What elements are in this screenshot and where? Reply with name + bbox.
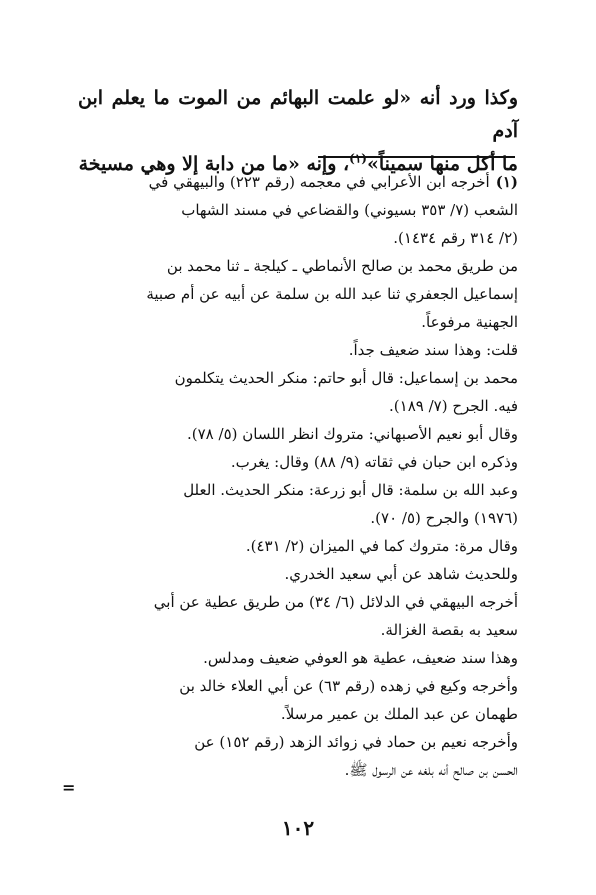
main-body-text bbox=[78, 82, 518, 181]
body-line-part: ، وإنه «ما من دابة إلا وهي مسيخة bbox=[78, 153, 350, 175]
footnote-line: الجهنية مرفوعاً. bbox=[421, 313, 518, 331]
footnote-line: وللحديث شاهد عن أبي سعيد الخدري. bbox=[284, 565, 518, 583]
footnote-line: أخرجه البيهقي في الدلائل (٦/ ٣٤) من طريق عطية عن أبي bbox=[153, 593, 518, 611]
continuation-mark: = bbox=[62, 778, 76, 797]
footnote-line: الشعب (٧/ ٣٥٣ بسيوني) والقضاعي في مسند الشهاب bbox=[181, 201, 518, 219]
footnotes-section bbox=[78, 170, 518, 786]
footnote-line: فيه. الجرح (٧/ ١٨٩). bbox=[389, 397, 518, 415]
footnote-line: إسماعيل الجعفري ثنا عبد الله بن سلمة عن أبيه عن أم صبية bbox=[146, 285, 518, 303]
body-line: وكذا ورد أنه «لو علمت البهائم من الموت ما يعلم ابن آدم bbox=[78, 87, 518, 142]
footnote-line: محمد بن إسماعيل: قال أبو حاتم: منكر الحديث يتكلمون bbox=[174, 369, 518, 387]
footnote-divider bbox=[318, 156, 515, 158]
footnote-line: وذكره ابن حبان في ثقاته (٩/ ٨٨) وقال: يغرب. bbox=[230, 453, 518, 471]
footnote-line: (٢/ ٣١٤ رقم ١٤٣٤). bbox=[393, 229, 518, 247]
footnote-line: وعبد الله بن سلمة: قال أبو زرعة: منكر الحديث. العلل bbox=[183, 481, 518, 499]
footnote-line: الحسن بن صالح أنه بلغه عن الرسول ﷺ. bbox=[344, 761, 518, 779]
footnote-text: أخرجه ابن الأعرابي في معجمه (رقم ٢٢٣) والبيهقي في bbox=[148, 173, 490, 191]
footnote-line: وأخرجه نعيم بن حماد في زوائد الزهد (رقم ١٥٢) عن bbox=[194, 733, 518, 751]
footnote-reference[interactable]: (١) bbox=[349, 151, 367, 166]
footnote-line: وأخرجه وكيع في زهده (رقم ٦٣) عن أبي العلاء خالد بن bbox=[179, 677, 518, 695]
page-number: ١٠٢ bbox=[281, 816, 315, 840]
footnote-line: سعيد به بقصة الغزالة. bbox=[380, 621, 518, 639]
footnote-line: (١٩٧٦) والجرح (٥/ ٧٠). bbox=[370, 509, 518, 527]
footnote-line: وقال مرة: متروك كما في الميزان (٢/ ٤٣١). bbox=[245, 537, 518, 555]
footnote-line: طهمان عن عبد الملك بن عمير مرسلاً. bbox=[280, 705, 518, 723]
footnote-number: (١) bbox=[495, 173, 518, 191]
footnote-line: وهذا سند ضعيف، عطية هو العوفي ضعيف ومدلس. bbox=[203, 649, 518, 667]
footnote-line: قلت: وهذا سند ضعيف جداً. bbox=[348, 341, 518, 359]
footnote-line bbox=[78, 170, 518, 195]
footnote-line: وقال أبو نعيم الأصبهاني: متروك انظر اللسان (٥/ ٧٨). bbox=[186, 425, 518, 443]
body-line-part: ما أكل منها سميناً» bbox=[366, 153, 518, 175]
footnote-line: من طريق محمد بن صالح الأنماطي ـ كيلجة ـ ثنا محمد بن bbox=[166, 257, 518, 275]
